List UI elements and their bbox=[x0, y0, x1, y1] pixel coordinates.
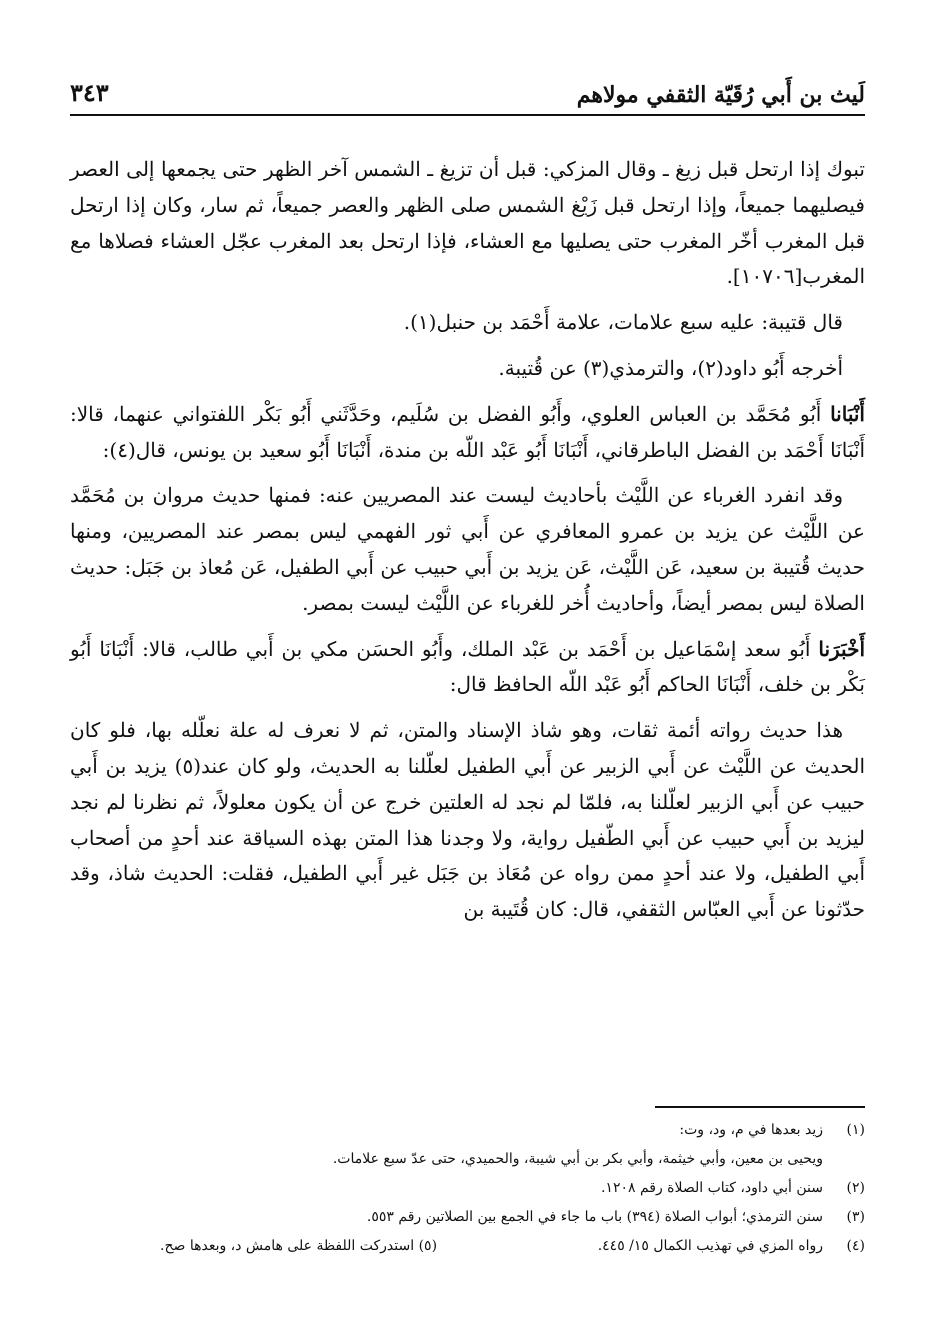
header-title: لَيث بن أَبي رُقَيّة الثقفي مولاهم bbox=[576, 82, 865, 108]
footnote-1-number: (١) bbox=[846, 1122, 865, 1138]
footnote-4 bbox=[598, 1232, 865, 1261]
paragraph-4-text: أَبُو مُحَمَّد بن العباس العلوي، وأَبُو الفضل بن سُلَيم، وحَدَّثَني أَبُو بَكْر اللفتواني عنهما، قالا: أَنْبَانَا أَحْمَد بن الفضل الباطرقاني، أَنْبَانَا أَبُو عَبْد اللّه بن مندة، أَنْبَانَا أَبُو سعيد بن يونس، قال(٤): bbox=[70, 401, 865, 462]
footnote-2-number: (٢) bbox=[846, 1180, 865, 1196]
footnote-2 bbox=[70, 1174, 865, 1203]
paragraph-2: قال قتيبة: عليه سبع علامات، علامة أَحْمَد بن حنبل(١). bbox=[403, 310, 843, 335]
footnote-5-number: (٥) bbox=[418, 1238, 438, 1254]
paragraph-6 bbox=[70, 632, 865, 704]
paragraph-4 bbox=[70, 397, 865, 469]
footnote-separator bbox=[655, 1106, 865, 1108]
footnote-1-text: زيد بعدها في م، ود، وت: bbox=[679, 1122, 823, 1138]
footnote-3-text: سنن الترمذي؛ أبواب الصلاة (٣٩٤) باب ما جاء في الجمع بين الصلاتين رقم ٥٥٣. bbox=[366, 1209, 823, 1225]
footnote-1-continued-text: ويحيى بن معين، وأبي خيثمة، وأبي بكر بن أبي شيبة، والحميدي، حتى عدّ سبع علامات. bbox=[332, 1151, 823, 1167]
footnote-1-continued bbox=[70, 1145, 865, 1174]
footnote-3-number: (٣) bbox=[846, 1209, 865, 1225]
footnote-4-text: رواه المزي في تهذيب الكمال ١٥/ ٤٤٥. bbox=[597, 1238, 823, 1254]
footnote-5 bbox=[70, 1232, 437, 1261]
paragraph-6-text: أَبُو سعد إسْمَاعيل بن أَحْمَد بن عَبْد الملك، وأَبُو الحسَن مكي بن أَبي طالب، قالا: أَنْبَانَا أَبُو بَكْر بن خلف، أَنْبَانَا الحاكم أَبُو عَبْد اللّه الحافظ قال: bbox=[70, 636, 865, 697]
footnote-2-text: سنن أبي داود، كتاب الصلاة رقم ١٢٠٨. bbox=[600, 1180, 823, 1196]
running-header bbox=[70, 70, 865, 116]
footnote-5-text: استدركت اللفظة على هامش د، وبعدها صح. bbox=[160, 1238, 415, 1254]
footnote-4-number: (٤) bbox=[846, 1238, 865, 1254]
paragraph-1: تبوك إذا ارتحل قبل زيغ ـ وقال المزكي: قبل أن تزيغ ـ الشمس آخر الظهر حتى يجمعها إلى العصر فيصليهما جميعاً، وإذا ارتحل قبل زَيْغ الشمس صلى الظهر والعصر جميعاً، ثم سار، وكان إذا ارتحل قبل المغرب أخّر المغرب حتى يصليها مع العشاء، فإذا ارتحل بعد المغرب عجّل العشاء فصلاها مع المغرب[١٠٧٠٦]. bbox=[70, 157, 865, 289]
footnote-3 bbox=[70, 1203, 865, 1232]
footnote-row-4-5 bbox=[70, 1232, 865, 1261]
paragraph-6-lead: أَخْبَرَنا bbox=[818, 636, 865, 661]
paragraph-7: هذا حديث رواته أئمة ثقات، وهو شاذ الإسناد والمتن، ثم لا نعرف له علة نعلّله بها، فلو كان الحديث عن اللَّيْث عن أَبي الزبير عن أَبي الطفيل لعلّلنا به الحديث، ولو كان عند(٥) يزيد بن أَبي حبيب عن أَبي الزبير لعلّلنا به، فلمّا لم نجد له العلتين خرج عن أن يكون معلولاً، ثم نظرنا لم نجد ليزيد بن أَبي حبيب عن أَبي الطّفيل رواية، ولا وجدنا هذا المتن بهذه السياقة عند أحدٍ من أصحاب أَبي الطفيل، ولا عند أحدٍ ممن رواه عن مُعَاذ بن جَبَل غير أَبي الطفيل، فقلت: الحديث شاذ، وقد حدّثونا عن أَبي العبّاس الثقفي، قال: كان قُتَيبة بن bbox=[70, 718, 866, 922]
paragraph-5: وقد انفرد الغرباء عن اللَّيْث بأحاديث ليست عند المصريين عنه: فمنها حديث مروان بن مُحَمَّد عن اللَّيْث عن يزيد بن عمرو المعافري عن أَبي ثور الفهمي ليس بمصر عند المصريين، ومنها حديث قُتيبة بن سعيد، عَن اللَّيْث، عَن يزيد بن أَبي حبيب عن أَبي الطفيل، عَن مُعاذ بن جَبَل: حديث الصلاة ليس بمصر أيضاً، وأحاديث أُخر للغرباء عن اللَّيْث ليست بمصر. bbox=[70, 483, 865, 615]
paragraph-3: أخرجه أَبُو داود(٢)، والترمذي(٣) عن قُتيبة. bbox=[498, 355, 843, 380]
footnotes bbox=[70, 1116, 865, 1261]
footnote-1 bbox=[70, 1116, 865, 1145]
paragraph-4-lead: أَنْبَانا bbox=[830, 401, 865, 426]
page-number: ٣٤٣ bbox=[70, 78, 109, 107]
main-text bbox=[70, 152, 865, 928]
